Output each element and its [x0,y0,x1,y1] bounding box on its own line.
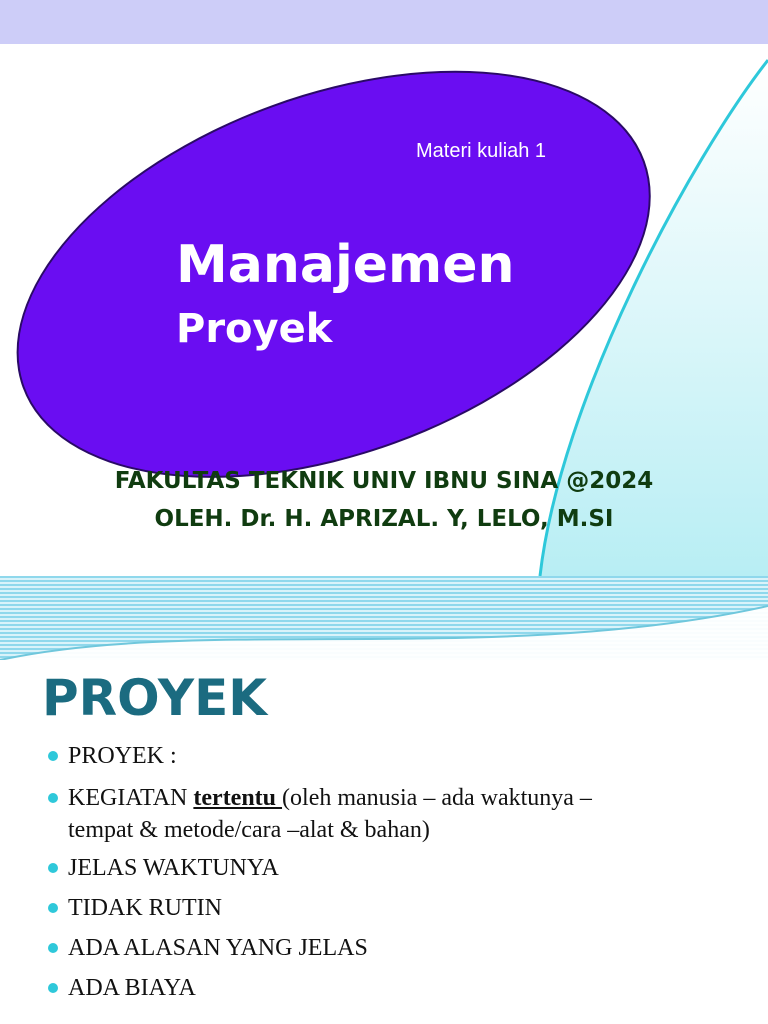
bullet-text-post: (oleh manusia – ada waktunya – [282,785,592,811]
slide2-heading: PROYEK [42,669,267,727]
course-subtitle: Materi kuliah 1 [416,140,547,162]
bullet-text-line2: tempat & metode/cara –alat & bahan) [68,817,430,843]
list-item [44,782,744,846]
bullet-text: ADA BIAYA [68,975,196,1001]
list-item [44,742,744,770]
list-item [44,974,744,1002]
bullet-text: PROYEK : [68,743,177,769]
list-item [44,934,744,962]
bullet-text-emphasis: tertentu [193,785,283,811]
bullet-text: ADA ALASAN YANG JELAS [68,935,368,961]
list-item [44,894,744,922]
slide-2 [0,576,768,1024]
bullet-list [44,742,744,1014]
header-wave [0,576,768,660]
faculty-line: FAKULTAS TEKNIK UNIV IBNU SINA @2024 [114,468,654,494]
list-item [44,854,744,882]
author-line: OLEH. Dr. H. APRIZAL. Y, LELO, M.SI [154,506,614,532]
title-manajemen: Manajemen [176,235,515,295]
bullet-text: JELAS WAKTUNYA [68,855,279,881]
slide2-header-stripes [0,576,768,660]
bullet-text: TIDAK RUTIN [68,895,222,921]
title-proyek: Proyek [176,306,333,352]
bullet-text-pre: KEGIATAN [68,785,194,811]
